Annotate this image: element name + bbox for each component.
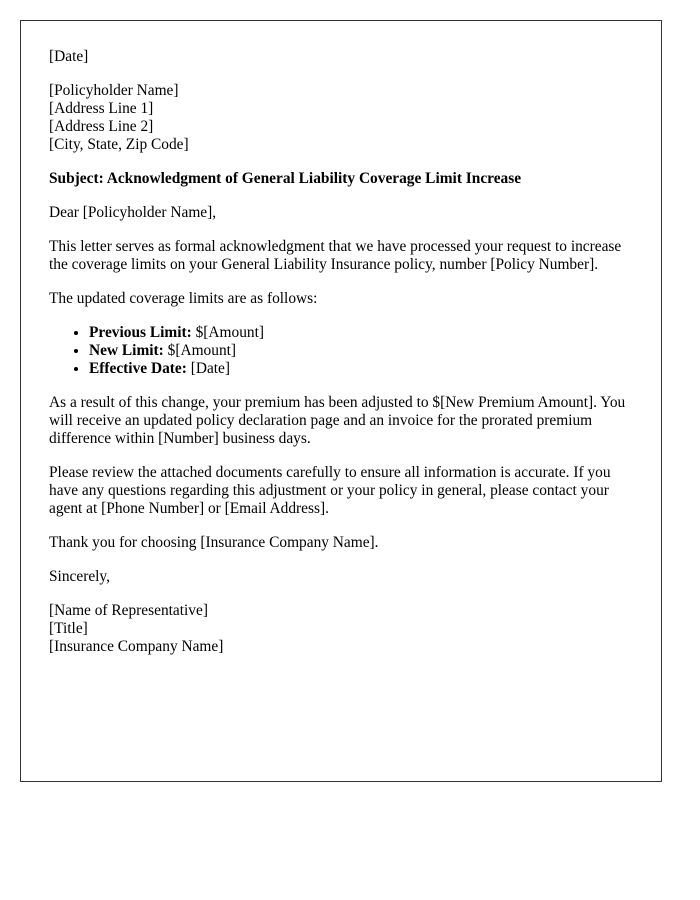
body-paragraph-review: Please review the attached documents carefully to ensure all information is accurate. If you have any questions regarding this adjustment or your policy in general, please contact your agent at [Phone Number] or [Email Address]. [49,464,611,517]
signature-company: [Insurance Company Name] [49,638,224,655]
recipient-name: [Policyholder Name] [49,82,179,99]
letter-closing: Sincerely, [49,568,110,585]
signature-title: [Title] [49,620,88,637]
letter-date: [Date] [49,48,89,65]
signature-name: [Name of Representative] [49,602,208,619]
recipient-address-block [49,82,633,154]
letter-document [20,20,662,782]
list-item-new-limit [89,342,633,360]
list-item-effective-date [89,360,633,378]
body-paragraph-acknowledgment: This letter serves as formal acknowledgment that we have processed your request to increase the coverage limits on your General Liability Insurance policy, number [Policy Number]. [49,238,622,273]
body-paragraph-premium: As a result of this change, your premium has been adjusted to $[New Premium Amount]. You will receive an updated policy declaration page and an invoice for the prorated premium difference within [Number] business days. [49,394,626,447]
new-limit-label: New Limit: [89,342,164,359]
body-paragraph-thanks: Thank you for choosing [Insurance Company Name]. [49,534,379,551]
previous-limit-value: $[Amount] [191,324,264,341]
letter-subject: Subject: Acknowledgment of General Liability Coverage Limit Increase [49,170,522,187]
new-limit-value: $[Amount] [163,342,237,359]
effective-date-value: [Date] [186,360,231,377]
signature-block [49,602,633,656]
list-item-previous-limit [89,324,633,342]
previous-limit-label: Previous Limit: [89,324,192,341]
body-paragraph-limits-intro: The updated coverage limits are as follows: [49,290,318,307]
coverage-limits-list [49,324,633,378]
recipient-city-state-zip: [City, State, Zip Code] [49,136,189,153]
recipient-address-line-2: [Address Line 2] [49,118,154,135]
letter-salutation: Dear [Policyholder Name], [49,204,217,221]
effective-date-label: Effective Date: [89,360,187,377]
recipient-address-line-1: [Address Line 1] [49,100,154,117]
